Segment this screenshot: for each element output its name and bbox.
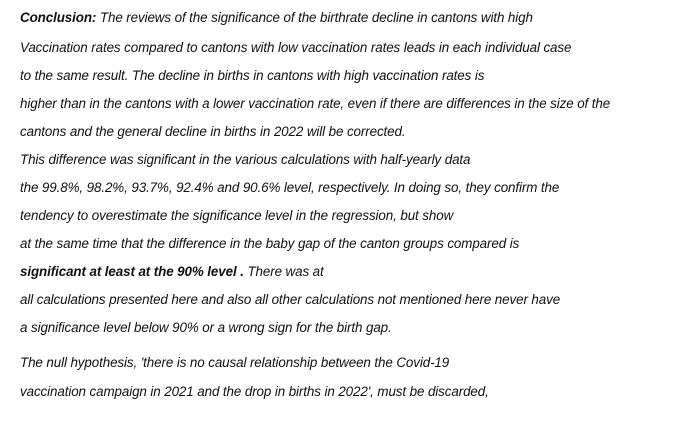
text-line-7: the 99.8%, 98.2%, 93.7%, 92.4% and 90.6% level, respectively. In doing so, they confirm the (20, 180, 560, 195)
line-10-text: There was at (243, 264, 324, 279)
text-line-11: all calculations presented here and also all other calculations not mentioned here never have (20, 292, 561, 307)
conclusion-label: Conclusion: (20, 10, 97, 25)
text-line-6: This difference was significant in the various calculations with half-yearly data (20, 152, 471, 167)
text-line-12: a significance level below 90% or a wrong sign for the birth gap. (20, 320, 392, 335)
text-line-3: to the same result. The decline in births in cantons with high vaccination rates is (20, 68, 485, 83)
text-line-1 (20, 10, 533, 26)
text-line-8: tendency to overestimate the significance level in the regression, but show (20, 208, 454, 223)
text-line-2: Vaccination rates compared to cantons with low vaccination rates leads in each individual case (20, 40, 572, 55)
significance-emphasis: significant at least at the 90% level . (20, 264, 244, 279)
text-line-14: vaccination campaign in 2021 and the drop in births in 2022', must be discarded, (20, 384, 489, 399)
text-line-10 (20, 264, 324, 280)
text-line-5: cantons and the general decline in births in 2022 will be corrected. (20, 124, 406, 139)
text-line-4: higher than in the cantons with a lower vaccination rate, even if there are differences in the size of the (20, 96, 611, 111)
text-line-13: The null hypothesis, 'there is no causal relationship between the Covid-19 (20, 355, 450, 370)
text-line-9: at the same time that the difference in the baby gap of the canton groups compared is (20, 236, 520, 251)
line-1-text: The reviews of the significance of the birthrate decline in cantons with high (96, 10, 533, 25)
